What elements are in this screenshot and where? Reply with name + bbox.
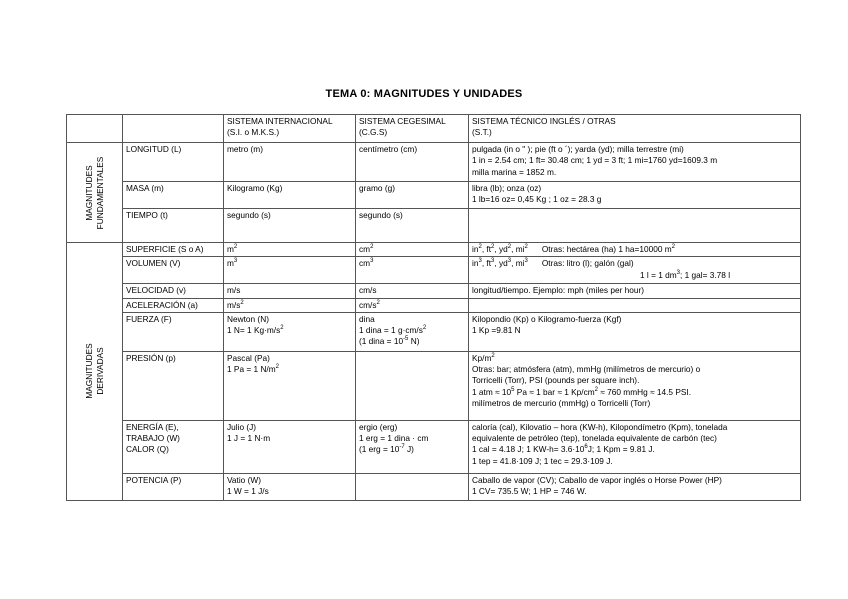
si-unit: Pascal (Pa) 1 Pa = 1 $N/m^2$ xyxy=(224,351,356,420)
header-cgs: SISTEMA CEGESIMAL (C.G.S) xyxy=(356,115,469,143)
cgs-unit: $cm^2$ xyxy=(356,243,469,257)
cgs-unit: dina 1 dina = 1 $g\cdot cm/s^2$ (1 dina = $10^{-5}$ N) xyxy=(356,312,469,351)
si-unit: Kilogramo (Kg) xyxy=(224,182,356,209)
group-label: MAGNITUDES FUNDAMENTALES xyxy=(83,156,105,229)
si-unit: $m/s^2$ xyxy=(224,298,356,312)
cgs-unit: cm/s xyxy=(356,284,469,298)
magnitude-name: MASA (m) xyxy=(123,182,224,209)
cgs-unit: gramo (g) xyxy=(356,182,469,209)
st-unit: $Kp/m^2$ Otras: bar; atmósfera (atm), mmHg (milímetros de mercurio) o Torricelli (Torr), PSI (pounds per square inch). 1 atm ≈ $10^5$ Pa ≈ 1 bar ≈ 1 $Kp/cm^2 \approx 760$ mmHg ≈ 14.5 PSI. milímetros de mercurio (mmHg) o Torricelli (Torr) xyxy=(469,351,801,420)
row-longitud xyxy=(67,143,801,182)
magnitude-name: VOLUMEN (V) xyxy=(123,257,224,284)
st-unit: pulgada (in o " ); pie (ft o ´); yarda (yd); milla terrestre (mi) 1 in = 2.54 cm; 1 ft= 30.48 cm; 1 yd = 3 ft; 1 mi=1760 yd=1609.3 m milla marina = 1852 m. xyxy=(469,143,801,182)
st-unit: Kilopondio (Kp) o Kilogramo-fuerza (Kgf) 1 Kp =9.81 N xyxy=(469,312,801,351)
cgs-unit: ergio (erg) 1 erg = 1 dina · cm (1 erg = $10^{-7}$ J) xyxy=(356,420,469,473)
si-unit: m/s xyxy=(224,284,356,298)
row-aceleracion xyxy=(67,298,801,312)
st-unit: caloría (cal), Kilovatio – hora (KW-h), Kilopondímetro (Kpm), tonelada equivalente de petróleo (tep), tonelada equivalente de carbón (tec) 1 cal = 4.18 J; 1 $KW-h= 3.6\cdot 10^6J$; 1 Kpm = 9.81 J. 1 tep = 41.8·109 J; 1 tec = 29.3·109 J. xyxy=(469,420,801,473)
magnitude-name: TIEMPO (t) xyxy=(123,209,224,243)
si-unit: $m^2$ xyxy=(224,243,356,257)
st-unit xyxy=(469,298,801,312)
magnitude-name: SUPERFICIE (S o A) xyxy=(123,243,224,257)
group-label: MAGNITUDES DERIVADAS xyxy=(83,343,105,400)
si-unit: segundo (s) xyxy=(224,209,356,243)
group-derivadas xyxy=(67,243,123,501)
cgs-unit: $cm^3$ xyxy=(356,257,469,284)
magnitude-name: VELOCIDAD (v) xyxy=(123,284,224,298)
magnitude-name: LONGITUD (L) xyxy=(123,143,224,182)
page-title: TEMA 0: MAGNITUDES Y UNIDADES xyxy=(325,88,523,100)
header-st: SISTEMA TÉCNICO INGLÉS / OTRAS (S.T.) xyxy=(469,115,801,143)
si-unit: $m^3$ xyxy=(224,257,356,284)
si-unit: Newton (N) 1 N= 1 $Kg\cdot m/s^2$ xyxy=(224,312,356,351)
magnitude-name: ENERGÍA (E), TRABAJO (W) CALOR (Q) xyxy=(123,420,224,473)
magnitude-name: ACELERACIÓN (a) xyxy=(123,298,224,312)
group-fundamentales xyxy=(67,143,123,243)
magnitude-name: POTENCIA (P) xyxy=(123,473,224,500)
row-presion xyxy=(67,351,801,420)
st-unit: $in^2$, $ft^2$, $yd^2$, $mi^2$ Otras: hectárea (ha) 1 ha=10000 $m^2$ xyxy=(469,243,801,257)
cgs-unit xyxy=(356,473,469,500)
header-empty-cell xyxy=(123,115,224,143)
magnitude-name: FUERZA (F) xyxy=(123,312,224,351)
magnitude-name: PRESIÓN (p) xyxy=(123,351,224,420)
row-tiempo xyxy=(67,209,801,243)
st-unit: longitud/tiempo. Ejemplo: mph (miles per hour) xyxy=(469,284,801,298)
row-volumen xyxy=(67,257,801,284)
header-empty-cell xyxy=(67,115,123,143)
row-fuerza xyxy=(67,312,801,351)
units-table xyxy=(66,114,801,501)
header-si: SISTEMA INTERNACIONAL (S.I. o M.K.S.) xyxy=(224,115,356,143)
si-unit: metro (m) xyxy=(224,143,356,182)
header-row xyxy=(67,115,801,143)
st-unit: libra (lb); onza (oz) 1 lb=16 oz= 0,45 Kg ; 1 oz = 28.3 g xyxy=(469,182,801,209)
row-velocidad xyxy=(67,284,801,298)
st-unit xyxy=(469,209,801,243)
st-unit: Caballo de vapor (CV); Caballo de vapor inglés o Horse Power (HP) 1 CV= 735.5 W; 1 HP = 746 W. xyxy=(469,473,801,500)
row-superficie xyxy=(67,243,801,257)
cgs-unit: $cm/s^2$ xyxy=(356,298,469,312)
si-unit: Vatio (W) 1 W = 1 J/s xyxy=(224,473,356,500)
row-energia xyxy=(67,420,801,473)
row-potencia xyxy=(67,473,801,500)
row-masa xyxy=(67,182,801,209)
cgs-unit xyxy=(356,351,469,420)
cgs-unit: segundo (s) xyxy=(356,209,469,243)
st-unit: $in^3$, $ft^3$, $yd^3$, $mi^3$ Otras: litro (l); galón (gal) 1 l = 1 $dm^3$; 1 gal= 3.78 l xyxy=(469,257,801,284)
si-unit: Julio (J) 1 J = 1 N·m xyxy=(224,420,356,473)
cgs-unit: centímetro (cm) xyxy=(356,143,469,182)
